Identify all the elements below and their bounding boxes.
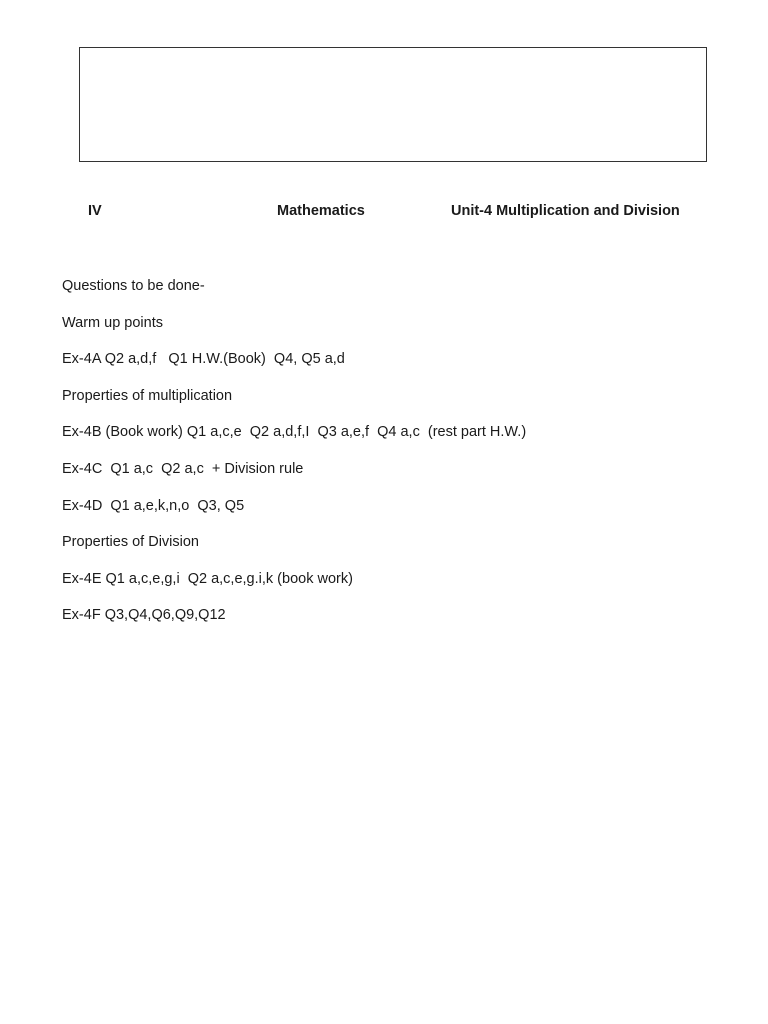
list-item: Ex-4A Q2 a,d,f Q1 H.W.(Book) Q4, Q5 a,d bbox=[62, 351, 345, 368]
blank-header-box bbox=[79, 47, 707, 162]
subject-label: Mathematics bbox=[277, 203, 365, 219]
unit-title: Unit-4 Multiplication and Division bbox=[451, 203, 680, 219]
list-item: Ex-4B (Book work) Q1 a,c,e Q2 a,d,f,I Q3 a,e,f Q4 a,c (rest part H.W.) bbox=[62, 424, 527, 441]
task-list bbox=[62, 276, 742, 642]
document-header bbox=[0, 203, 768, 225]
list-item: Ex-4C Q1 a,c Q2 a,c + Division rule bbox=[62, 460, 304, 477]
grade-label: IV bbox=[88, 203, 102, 219]
list-item: Warm up points bbox=[62, 314, 163, 331]
list-item: Ex-4E Q1 a,c,e,g,i Q2 a,c,e,g.i,k (book work) bbox=[62, 570, 353, 587]
list-item: Properties of multiplication bbox=[62, 387, 233, 404]
list-item: Ex-4D Q1 a,e,k,n,o Q3, Q5 bbox=[62, 497, 245, 514]
list-item: Ex-4F Q3,Q4,Q6,Q9,Q12 bbox=[62, 607, 226, 624]
list-item: Questions to be done- bbox=[62, 278, 205, 294]
list-item: Properties of Division bbox=[62, 534, 199, 551]
